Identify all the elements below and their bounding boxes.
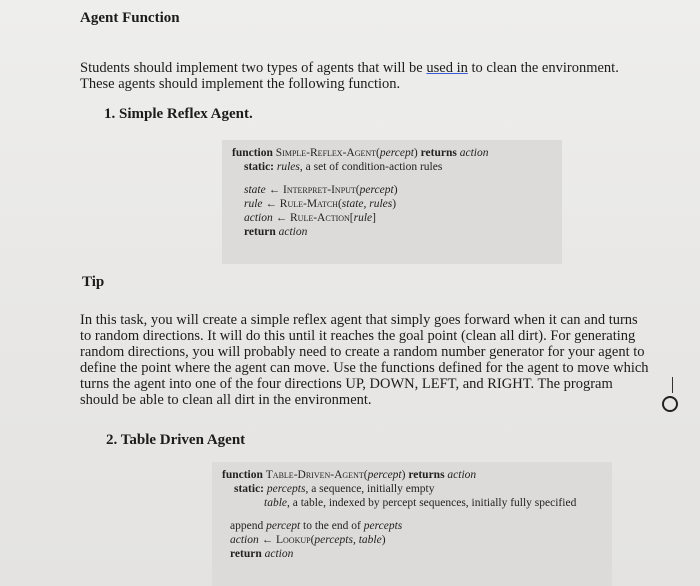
intro-line-1 xyxy=(80,60,619,76)
intro-line-2: These agents should implement the following function. xyxy=(80,76,401,92)
code2-line-6: return action xyxy=(230,548,294,560)
code2-line-2: static: percepts, a sequence, initially empty xyxy=(234,483,435,495)
code1-line-6: return action xyxy=(244,226,308,238)
tip-line-4: define the point where the agent can move. Use the functions defined for the agent to move which xyxy=(80,360,649,376)
simple-reflex-agent-pseudocode xyxy=(222,140,562,264)
code2-line-4: append percept to the end of percepts xyxy=(230,520,403,532)
tip-line-6: should be able to clean all dirt in the environment. xyxy=(80,392,372,408)
code1-line-1: function Simple-Reflex-Agent(percept) returns action xyxy=(232,147,489,159)
code1-line-5: action ← Rule-Action[rule] xyxy=(244,212,377,224)
table-driven-agent-pseudocode xyxy=(212,462,612,586)
code2-line-5: action ← Lookup(percepts, table) xyxy=(230,534,386,546)
code1-line-4: rule ← Rule-Match(state, rules) xyxy=(244,198,397,210)
code2-line-3: table, a table, indexed by percept sequences, initially fully specified xyxy=(264,497,577,509)
item-simple-reflex-agent: 1. Simple Reflex Agent. xyxy=(104,106,253,122)
circle-icon xyxy=(662,396,678,412)
tip-heading: Tip xyxy=(82,274,105,290)
text-cursor xyxy=(672,377,673,393)
intro-text-a: Students should implement two types of agents that will be xyxy=(80,60,427,76)
code1-line-3: state ← Interpret-Input(percept) xyxy=(244,184,398,196)
section-title: Agent Function xyxy=(80,10,180,26)
tip-line-2: to random directions. It will do this until it reaches the goal point (clean all dirt). For generating xyxy=(80,328,636,344)
code1-line-2: static: rules, a set of condition-action rules xyxy=(244,161,443,173)
tip-line-1: In this task, you will create a simple reflex agent that simply goes forward when it can and turns xyxy=(80,312,638,328)
tip-line-5: turns the agent into one of the four directions UP, DOWN, LEFT, and RIGHT. The program xyxy=(80,376,613,392)
intro-underlined-phrase: used in xyxy=(426,60,468,76)
code2-line-1: function Table-Driven-Agent(percept) returns action xyxy=(222,469,477,481)
item-table-driven-agent: 2. Table Driven Agent xyxy=(106,432,246,448)
intro-text-b: to clean the environment. xyxy=(467,60,619,76)
tip-line-3: random directions, you will probably need to create a random number generator for your agent to xyxy=(80,344,645,360)
